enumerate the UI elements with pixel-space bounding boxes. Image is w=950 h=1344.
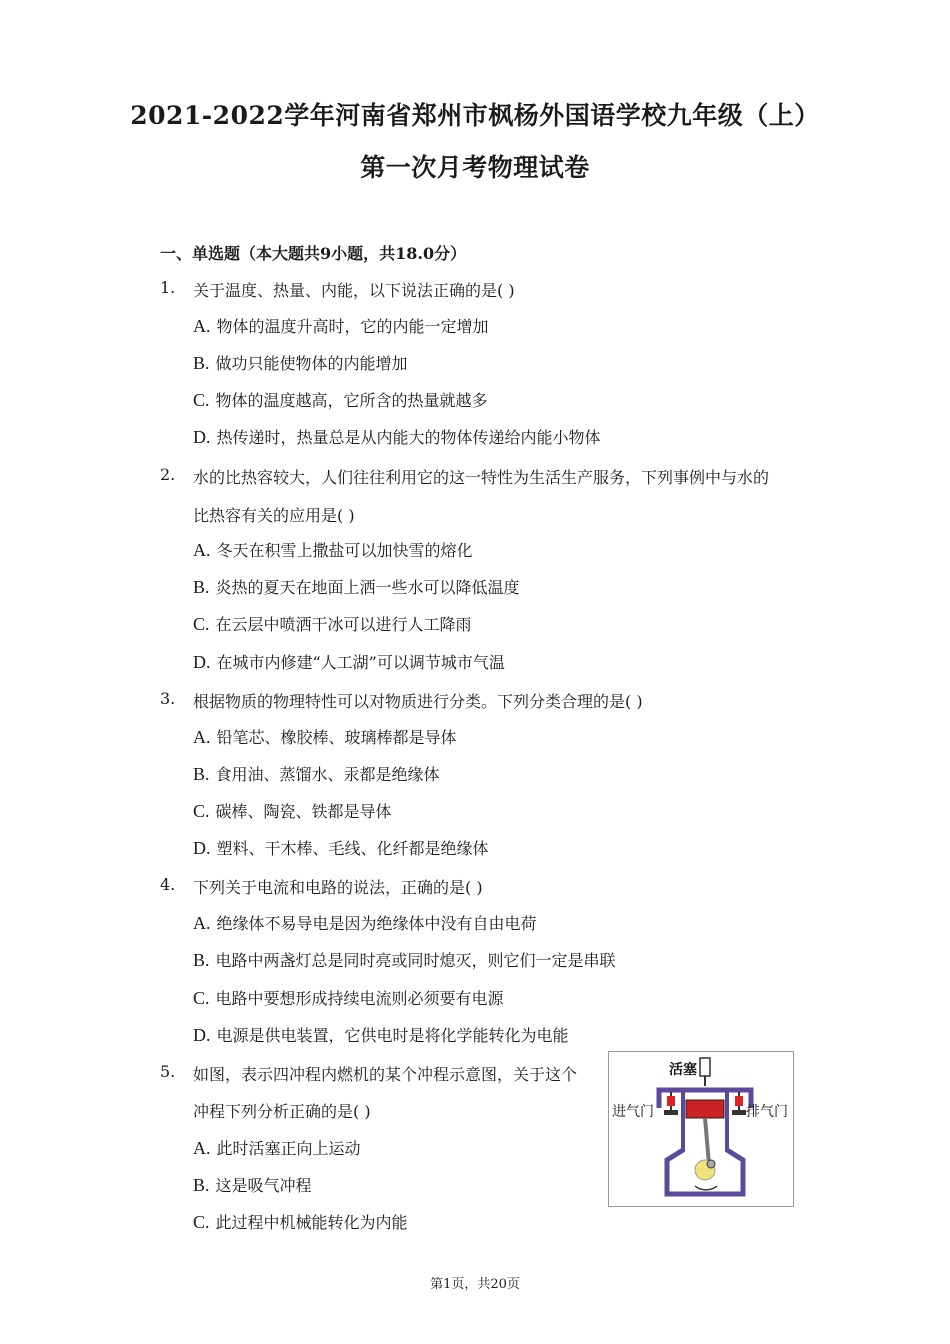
piston (686, 1100, 724, 1118)
document-title-line1: 2021-2022学年河南省郑州市枫杨外国语学校九年级（上） (130, 101, 820, 130)
question-number: 1. (160, 278, 176, 297)
option-c: C. 此过程中机械能转化为内能 (193, 1212, 408, 1232)
question-stem: 下列关于电流和电路的说法，正确的是( ) (193, 878, 483, 897)
option-d: D. 电源是供电装置，它供电时是将化学能转化为电能 (193, 1025, 569, 1045)
document-title-line2: 第一次月考物理试卷 (360, 153, 590, 182)
connecting-rod (705, 1118, 709, 1164)
option-c: C. 在云层中喷洒干冰可以进行人工降雨 (193, 614, 472, 634)
option-b: B. 这是吸气冲程 (193, 1175, 312, 1195)
question-number: 5. (160, 1062, 176, 1081)
question-stem: 根据物质的物理特性可以对物质进行分类。下列分类合理的是( ) (193, 692, 643, 711)
option-c: C. 物体的温度越高，它所含的热量就越多 (193, 390, 488, 410)
option-d: D. 在城市内修建“人工湖”可以调节城市气温 (193, 652, 505, 672)
question-number: 4. (160, 875, 176, 894)
question-stem: 关于温度、热量、内能，以下说法正确的是( ) (193, 281, 515, 300)
question-stem: 如图，表示四冲程内燃机的某个冲程示意图，关于这个 (193, 1065, 578, 1084)
option-a: A. 冬天在积雪上撒盐可以加快雪的熔化 (193, 540, 473, 560)
label-piston: 活塞 (669, 1061, 697, 1077)
option-c: C. 碳棒、陶瓷、铁都是导体 (193, 801, 392, 821)
option-a: A. 此时活塞正向上运动 (193, 1138, 361, 1158)
option-c: C. 电路中要想形成持续电流则必须要有电源 (193, 988, 504, 1008)
option-a: A. 物体的温度升高时，它的内能一定增加 (193, 316, 489, 336)
option-b: B. 食用油、蒸馏水、汞都是绝缘体 (193, 764, 440, 784)
question-number: 3. (160, 689, 176, 708)
question-stem-cont: 比热容有关的应用是( ) (193, 506, 355, 525)
option-a: A. 铅笔芯、橡胶棒、玻璃棒都是导体 (193, 727, 457, 747)
spark-plug-icon (700, 1058, 710, 1076)
label-exhaust-valve: 排气门 (746, 1103, 788, 1119)
option-d: D. 热传递时，热量总是从内能大的物体传递给内能小物体 (193, 427, 601, 447)
label-intake-valve: 进气门 (612, 1103, 654, 1119)
page-footer: 第1页，共20页 (430, 1277, 520, 1292)
option-b: B. 电路中两盏灯总是同时亮或同时熄灭，则它们一定是串联 (193, 950, 616, 970)
option-a: A. 绝缘体不易导电是因为绝缘体中没有自由电荷 (193, 913, 537, 933)
question-stem-cont: 冲程下列分析正确的是( ) (193, 1102, 371, 1121)
option-b: B. 炎热的夏天在地面上洒一些水可以降低温度 (193, 577, 520, 597)
section-heading: 一、单选题（本大题共9小题，共18.0分） (160, 244, 467, 263)
engine-diagram (609, 1052, 793, 1206)
engine-stroke-figure (608, 1051, 794, 1207)
question-stem: 水的比热容较大，人们往往利用它的这一特性为生活生产服务，下列事例中与水的 (193, 468, 770, 487)
question-number: 2. (160, 465, 176, 484)
option-d: D. 塑料、干木棒、毛线、化纤都是绝缘体 (193, 838, 489, 858)
option-b: B. 做功只能使物体的内能增加 (193, 353, 408, 373)
